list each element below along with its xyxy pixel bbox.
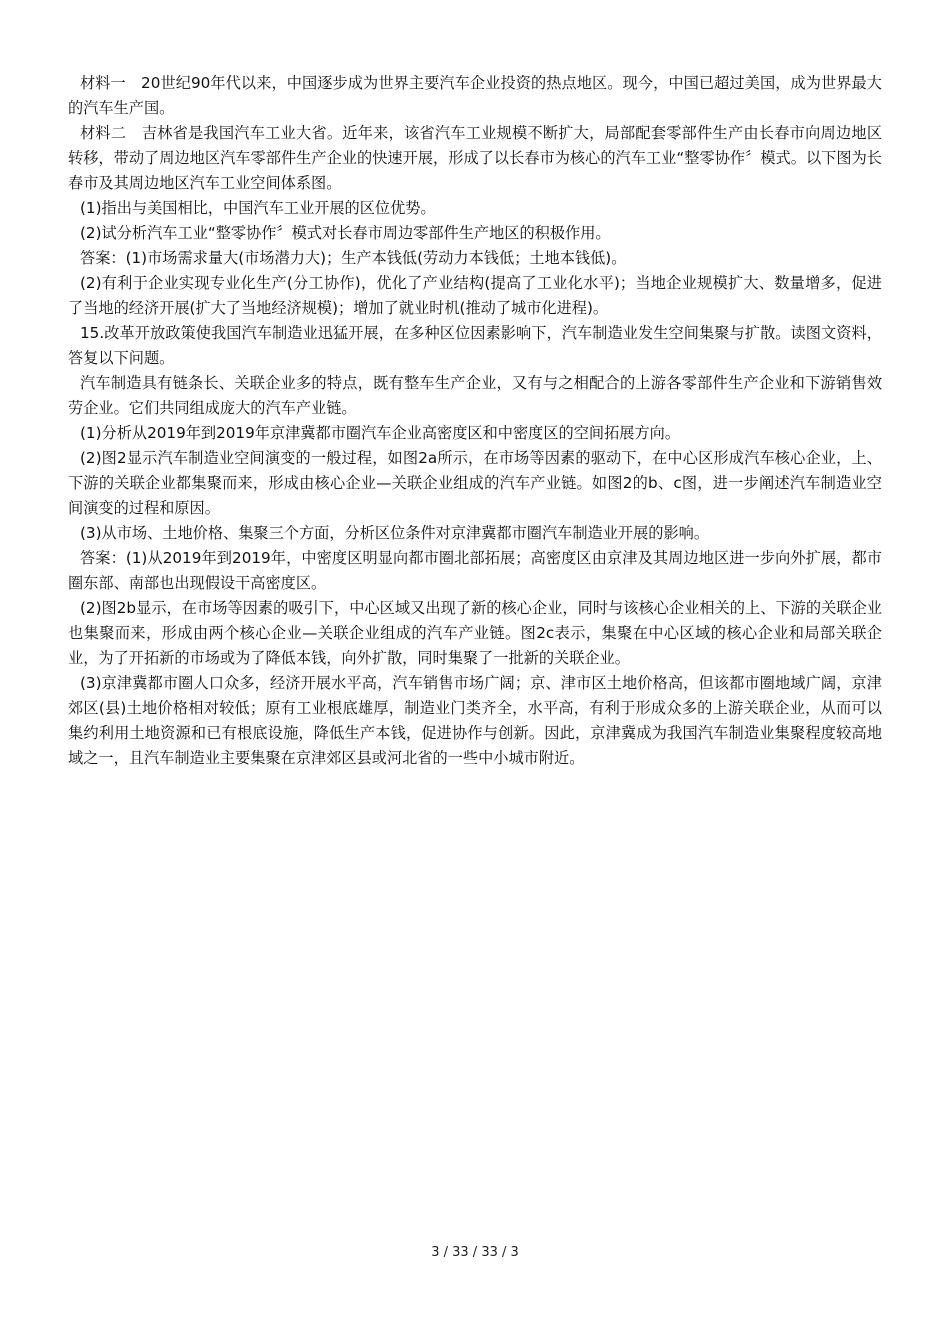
question-15-intro: 15.改革开放政策使我国汽车制造业迅猛开展，在多种区位因素影响下，汽车制造业发生空间集聚与扩散。读图文资料，答复以下问题。	[68, 324, 882, 367]
question-15-3: (3)从市场、土地价格、集聚三个方面，分析区位条件对京津冀都市圈汽车制造业开展的影响。	[80, 524, 710, 542]
page-number-footer: 3 / 33 / 33 / 3	[431, 1245, 519, 1260]
document-body	[68, 71, 882, 771]
material-two-paragraph: 材料二 吉林省是我国汽车工业大省。近年来，该省汽车工业规模不断扩大，局部配套零部件生产由长春市向周边地区转移，带动了周边地区汽车零部件生产企业的快速开展，形成了以长春市为核心的汽车工业“整零协作〞模式。以下图为长春市及其周边地区汽车工业空间体系图。	[68, 124, 882, 192]
answer-1-1: 答案：(1)市场需求量大(市场潜力大)；生产本钱低(劳动力本钱低；土地本钱低)。	[80, 249, 627, 267]
question-15-2: (2)图2显示汽车制造业空间演变的一般过程，如图2a所示，在市场等因素的驱动下，在中心区形成汽车核心企业，上、下游的关联企业都集聚而来，形成由核心企业—关联企业组成的汽车产业链。如图2的b、c图，进一步阐述汽车制造业空间演变的过程和原因。	[68, 449, 882, 517]
answer-15-1: 答案：(1)从2019年到2019年，中密度区明显向都市圈北部拓展；高密度区由京津及其周边地区进一步向外扩展，都市圈东部、南部也出现假设干高密度区。	[68, 549, 882, 592]
question-1-1: (1)指出与美国相比，中国汽车工业开展的区位优势。	[80, 199, 436, 217]
question-15-1: (1)分析从2019年到2019年京津冀都市圈汽车企业高密度区和中密度区的空间拓展方向。	[80, 424, 681, 442]
answer-15-3: (3)京津冀都市圈人口众多，经济开展水平高，汽车销售市场广阔；京、津市区土地价格高，但该都市圈地域广阔，京津郊区(县)土地价格相对较低；原有工业根底雄厚，制造业门类齐全，水平高，有利于形成众多的上游关联企业，从而可以集约利用土地资源和已有根底设施，降低生产本钱，促进协作与创新。因此，京津冀成为我国汽车制造业集聚程度较高地域之一，且汽车制造业主要集聚在京津郊区县或河北省的一些中小城市附近。	[68, 674, 882, 767]
question-15-context: 汽车制造具有链条长、关联企业多的特点，既有整车生产企业，又有与之相配合的上游各零部件生产企业和下游销售效劳企业。它们共同组成庞大的汽车产业链。	[68, 374, 882, 417]
question-1-2: (2)试分析汽车工业“整零协作〞模式对长春市周边零部件生产地区的积极作用。	[80, 224, 611, 242]
answer-1-2: (2)有利于企业实现专业化生产(分工协作)，优化了产业结构(提高了工业化水平)；当地企业规模扩大、数量增多，促进了当地的经济开展(扩大了当地经济规模)；增加了就业时机(推动了城市化进程)。	[68, 274, 882, 317]
answer-15-2: (2)图2b显示，在市场等因素的吸引下，中心区域又出现了新的核心企业，同时与该核心企业相关的上、下游的关联企业也集聚而来，形成由两个核心企业—关联企业组成的汽车产业链。图2c表示，集聚在中心区域的核心企业和局部关联企业，为了开拓新的市场或为了降低本钱，向外扩散，同时集聚了一批新的关联企业。	[68, 599, 882, 667]
material-one-paragraph: 材料一 20世纪90年代以来，中国逐步成为世界主要汽车企业投资的热点地区。现今，中国已超过美国，成为世界最大的汽车生产国。	[68, 74, 882, 117]
